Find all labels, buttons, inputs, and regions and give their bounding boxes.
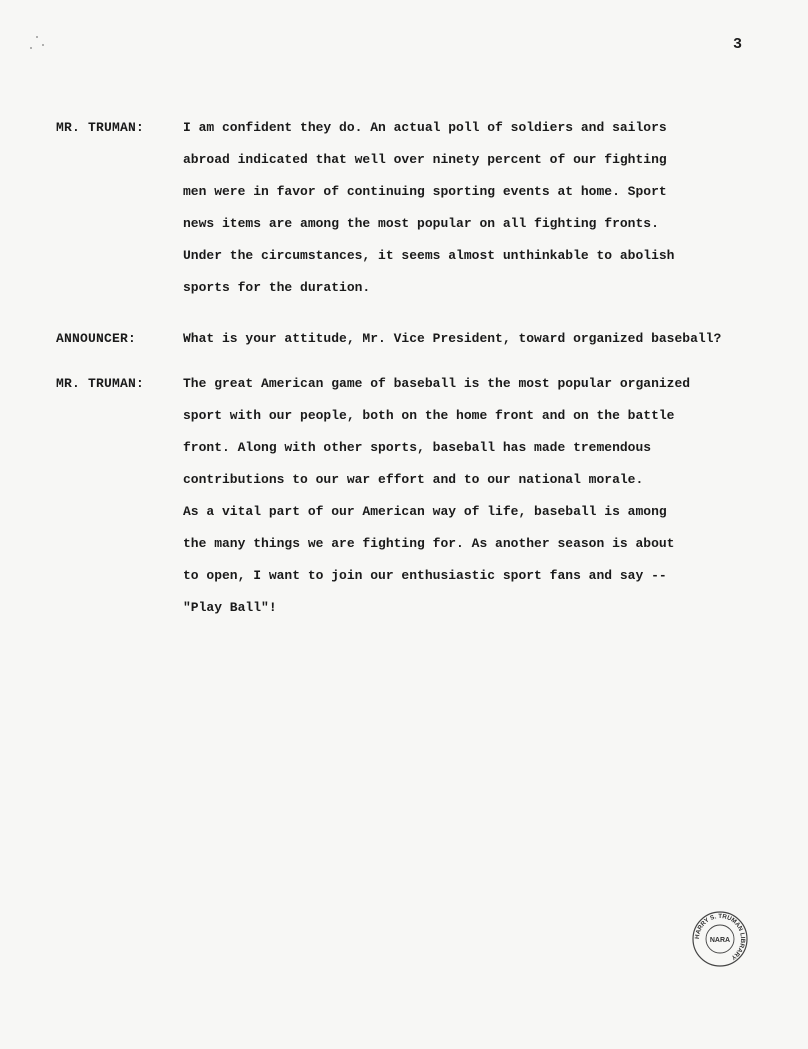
- speech-line: contributions to our war effort and to our national morale.: [183, 472, 644, 487]
- speech-line: abroad indicated that well over ninety percent of our fighting: [183, 152, 667, 167]
- speech-line: to open, I want to join our enthusiastic sport fans and say --: [183, 568, 667, 583]
- stamp-center-text: NARA: [709, 937, 731, 944]
- speaker-label: MR. TRUMAN:: [56, 376, 145, 391]
- speech-text: [183, 112, 783, 304]
- speaker-label: MR. TRUMAN:: [56, 120, 145, 135]
- speech-line: What is your attitude, Mr. Vice President, toward organized baseball?: [183, 331, 722, 346]
- paper-speck: [42, 44, 44, 46]
- stamp-ring-text: HARRY S. TRUMAN LIBRARY: [693, 912, 747, 962]
- speech-line: front. Along with other sports, baseball has made tremendous: [183, 440, 652, 455]
- speech-text: [183, 323, 783, 355]
- speech-line: the many things we are fighting for. As another season is about: [183, 536, 675, 551]
- paper-speck: [36, 36, 38, 38]
- speaker-label: ANNOUNCER:: [56, 331, 137, 346]
- speech-line: sport with our people, both on the home front and on the battle: [183, 408, 675, 423]
- speech-line: men were in favor of continuing sporting events at home. Sport: [183, 184, 667, 199]
- paper-speck: [30, 47, 32, 49]
- page-number: 3: [733, 36, 743, 53]
- speech-line: Under the circumstances, it seems almost unthinkable to abolish: [183, 248, 675, 263]
- library-stamp-icon: [691, 910, 749, 968]
- speech-line: The great American game of baseball is the most popular organized: [183, 376, 691, 391]
- speech-line: I am confident they do. An actual poll of soldiers and sailors: [183, 120, 667, 135]
- speech-line: As a vital part of our American way of life, baseball is among: [183, 504, 667, 519]
- speech-line: sports for the duration.: [183, 280, 371, 295]
- speech-line: "Play Ball"!: [183, 600, 277, 615]
- speech-text: [183, 368, 783, 624]
- speech-line: news items are among the most popular on all fighting fronts.: [183, 216, 659, 231]
